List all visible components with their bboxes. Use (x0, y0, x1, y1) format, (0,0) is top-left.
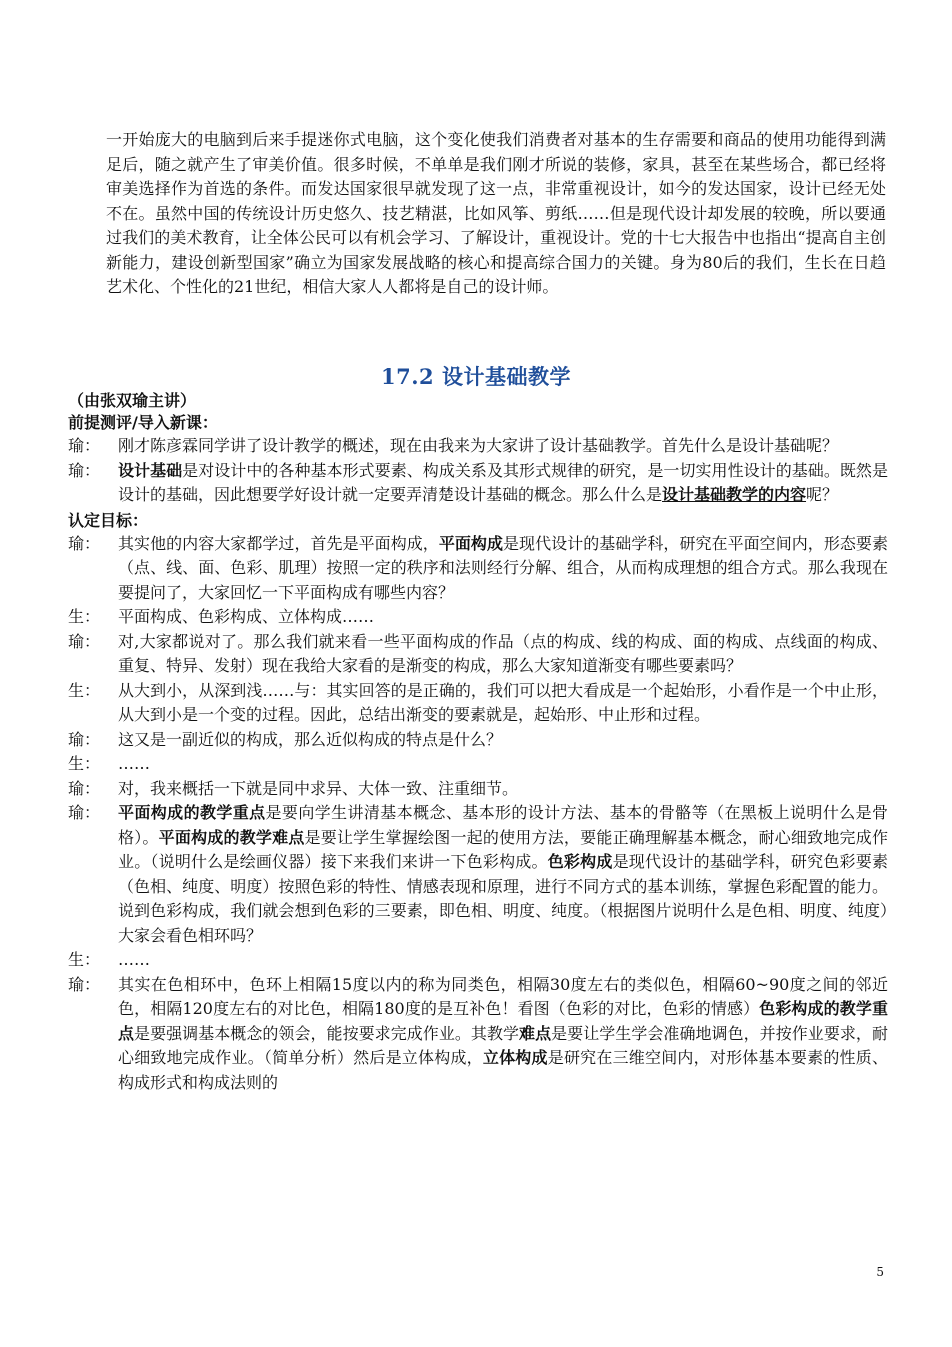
underlined-term: 设计基础教学的内容 (662, 485, 807, 504)
bold-term: 平面构成的教学重点 (118, 803, 266, 822)
speaker-label: 生： (68, 754, 101, 773)
speaker-label: 生： (68, 950, 101, 969)
heading-intro: 前提测评/导入新课： (68, 413, 218, 432)
text-run: 是要让学生掌握绘图一起的使用方法，要能正确理解基本概念，耐心细致地完成作业。（说明什么是绘画仪器）接下来我们来讲一下色彩构成。 (118, 827, 888, 871)
dialog-line (68, 973, 888, 1096)
speaker-label: 生： (68, 680, 101, 700)
dialog-line (68, 605, 888, 630)
text-run: 是现代设计的基础学科，研究色彩要素（色相、纯度、明度）按照色彩的特性、情感表现和原理，进行不同方式的基本训练，掌握色彩配置的能力。说到色彩构成，我们就会想到色彩的三要素，即色相、明度、纯度。（根据图片说明什么是色相、明度、纯度）大家会看色相环吗？ (118, 852, 888, 945)
bold-term: 平面构成 (438, 533, 504, 553)
page-number: 5 (876, 1265, 884, 1279)
text-run: 其实在色相环中，色环上相隔15度以内的称为同类色，相隔30度左右的类似色，相隔60~90度之间的邻近色，相隔120度左右的对比色，相隔180度的是互补色！看图（色彩的对比，色彩的情感） (118, 974, 888, 1018)
dialog-text: …… (118, 950, 150, 969)
dialog-line (68, 752, 888, 777)
text-run: 是要让学生学会准确地调色，并按作业要求，耐心细致地完成作业。（简单分析）然后是立体构成， (118, 1023, 888, 1067)
bold-term: 设计基础 (118, 460, 183, 480)
bold-term: 立体构成 (482, 1048, 548, 1067)
speaker-label: 瑜： (68, 778, 101, 798)
text-run: 是研究在三维空间内，对形体基本要素的性质、构成形式和构成法则的 (118, 1048, 888, 1092)
dialog-text (118, 459, 888, 508)
speaker-label: 瑜： (68, 436, 101, 455)
speaker-label: 瑜： (68, 729, 101, 749)
dialog-text (118, 532, 888, 606)
bold-term: 难点 (519, 1023, 552, 1043)
speaker-label: 瑜： (68, 631, 101, 651)
bold-term: 色彩构成的教学重点 (118, 999, 888, 1043)
lesson-content (68, 390, 888, 1095)
text-run: 是对设计中的各种基本形式要素、构成关系及其形式规律的研究，是一切实用性设计的基础。既然是设计的基础，因此想要学好设计就一定要弄清楚设计基础的概念。那么什么是 (118, 460, 888, 504)
dialog-text: 对,大家都说对了。那么我们就来看一些平面构成的作品（点的构成、线的构成、面的构成、点线面的构成、重复、特异、发射）现在我给大家看的是渐变的构成，那么大家知道渐变有哪些要素吗？ (118, 631, 888, 675)
dialog-text: 从大到小，从深到浅……与：其实回答的是正确的，我们可以把大看成是一个起始形，小看作是一个中止形，从大到小是一个变的过程。因此，总结出渐变的要素就是，起始形、中止形和过程。 (118, 680, 888, 724)
text-run: 是现代设计的基础学科，研究在平面空间内，形态要素（点、线、面、色彩、肌理）按照一定的秩序和法则经行分解、组合，从而构成理想的组合方式。那么我现在要提问了，大家回忆一下平面构成有哪些内容？ (118, 533, 888, 602)
speaker-label: 瑜： (68, 974, 101, 994)
dialog-text: 平面构成、色彩构成、立体构成…… (118, 607, 375, 626)
text-run: 是要强调基本概念的领会，能按要求完成作业。其教学 (134, 1023, 520, 1043)
dialog-line (68, 777, 888, 802)
dialog-text: …… (118, 754, 150, 773)
dialog-line (68, 459, 888, 508)
speaker-label: 瑜： (68, 533, 101, 553)
presenter-note: （由张双瑜主讲） (68, 391, 197, 410)
intro-paragraph: 一开始庞大的电脑到后来手提迷你式电脑，这个变化使我们消费者对基本的生存需要和商品的使用功能得到满足后，随之就产生了审美价值。很多时候，不单单是我们刚才所说的装修，家具，甚至在某些场合，都已经将审美选择作为首选的条件。而发达国家很早就发现了这一点，非常重视设计，如今的发达国家，设计已经无处不在。虽然中国的传统设计历史悠久、技艺精湛，比如风筝、剪纸……但是现代设计却发展的较晚，所以要通过我们的美术教育，让全体公民可以有机会学习、了解设计，重视设计。党的十七大报告中也指出“提高自主创新能力，建设创新型国家”确立为国家发展战略的核心和提高综合国力的关键。身为80后的我们，生长在日趋艺术化、个性化的21世纪，相信大家人人都将是自己的设计师。 (106, 130, 886, 296)
bold-term: 平面构成的教学难点 (158, 827, 305, 847)
dialog-line (68, 801, 888, 948)
text-run: 其实他的内容大家都学过，首先是平面构成， (118, 533, 439, 553)
dialog-text: 这又是一副近似的构成，那么近似构成的特点是什么？ (118, 729, 503, 749)
dialog-line (68, 948, 888, 973)
dialog-text: 刚才陈彦霖同学讲了设计教学的概述，现在由我来为大家讲了设计基础教学。首先什么是设计基础呢？ (118, 436, 839, 455)
dialog-line (68, 532, 888, 606)
speaker-label: 瑜： (68, 460, 101, 480)
speaker-label: 瑜： (68, 803, 101, 822)
bold-term: 色彩构成 (547, 852, 613, 871)
dialog-text (118, 801, 888, 948)
dialog-line (68, 728, 888, 753)
dialog-text (118, 973, 888, 1096)
heading-goal: 认定目标： (68, 510, 149, 530)
section-title: 17.2 设计基础教学 (381, 364, 571, 389)
dialog-line (68, 630, 888, 679)
text-run: 呢？ (806, 485, 839, 504)
dialog-text: 对，我来概括一下就是同中求异、大体一致、注重细节。 (118, 778, 519, 798)
speaker-label: 生： (68, 607, 101, 626)
text-run: 是要向学生讲清基本概念、基本形的设计方法、基本的骨骼等（在黑板上说明什么是骨格）。 (118, 803, 888, 847)
dialog-line (68, 434, 888, 459)
dialog-line (68, 679, 888, 728)
